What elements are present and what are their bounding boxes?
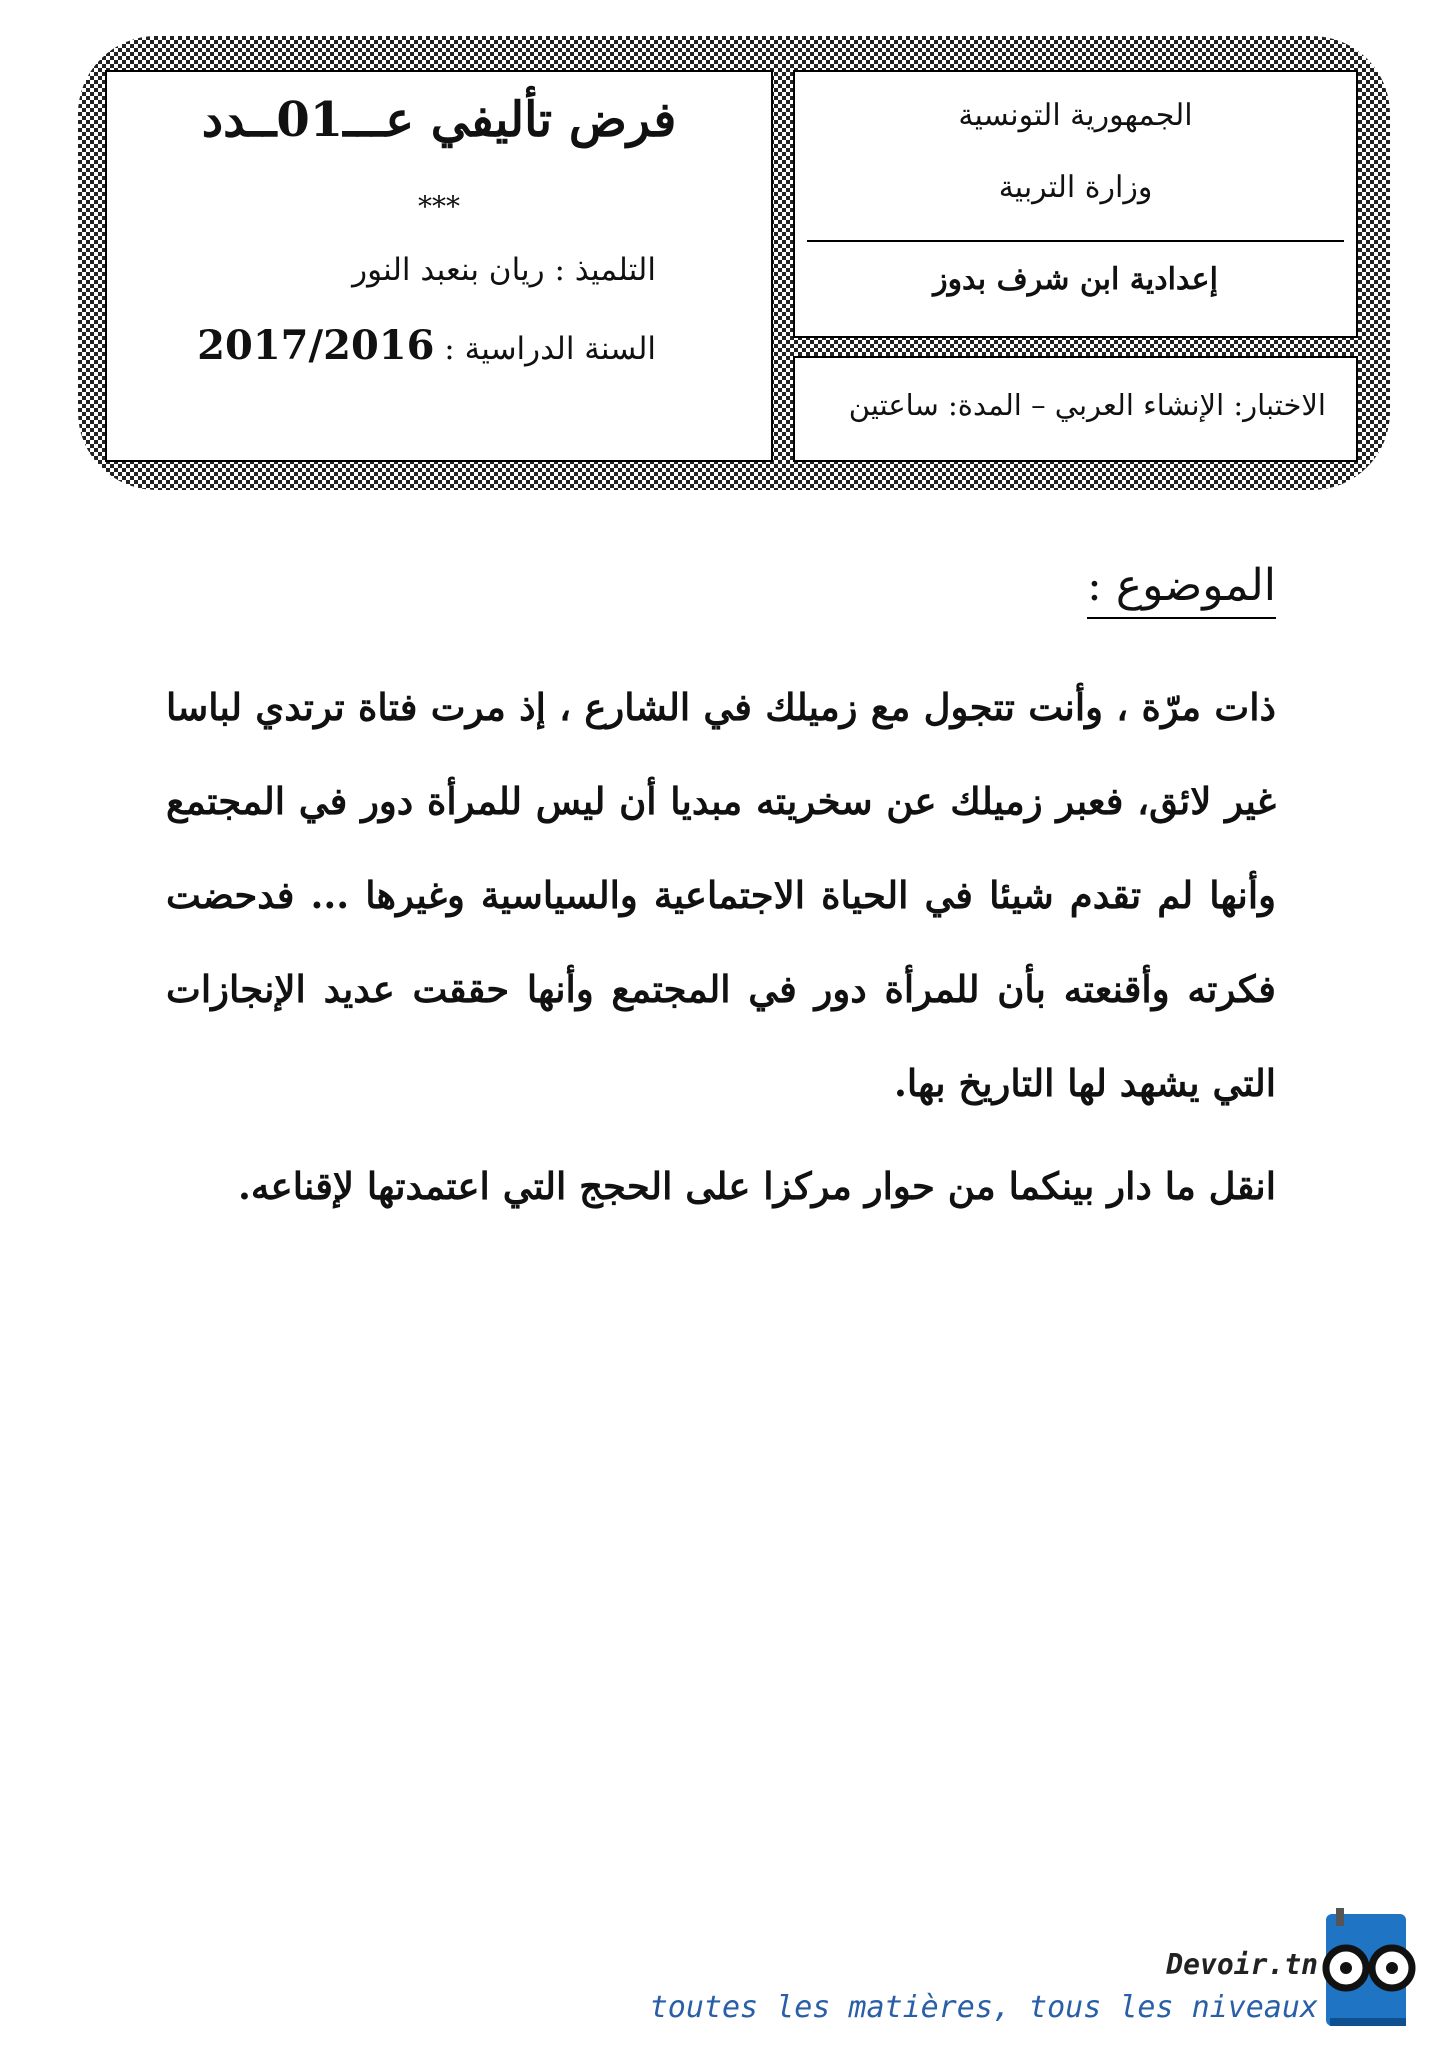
logo-text: Devoir.tn	[1166, 1948, 1318, 1981]
student-name: التلميذ : ريان بنعبد النور	[352, 252, 656, 288]
exam-title: فرض تأليفي عـــ01ــدد	[201, 92, 677, 148]
school-year	[197, 322, 656, 369]
ministry-label: وزارة التربية	[998, 170, 1153, 205]
subject-instruction: انقل ما دار بينكما من حوار مركزا على الحجج التي اعتمدتها لإقناعه.	[237, 1164, 1276, 1208]
exam-info-box	[793, 356, 1358, 462]
stars-separator: ***	[418, 190, 460, 223]
logo-tagline: toutes les matières, tous les niveaux	[649, 1990, 1318, 2025]
school-label: إعدادية ابن شرف بدوز	[933, 262, 1218, 297]
administration-box	[793, 70, 1358, 338]
school-year-value: 2017/2016	[197, 322, 435, 369]
subject-heading: الموضوع :	[1087, 560, 1276, 619]
school-year-label: السنة الدراسية :	[444, 331, 656, 367]
subject-paragraph: ذات مرّة ، وأنت تتجول مع زميلك في الشارع ، إذ مرت فتاة ترتدي لباسا غير لائق، فعبر زميلك عن سخريته مبديا أن ليس للمرأة دور في المجتمع وأنها لم تقدم شيئا في الحياة الاجتماعية والسياسية وغيرها ... فدحضت فكرته وأقنعته بأن للمرأة دور في المجتمع وأنها حققت عديد الإنجازات التي يشهد لها التاريخ بها.	[166, 685, 1276, 1105]
republic-label: الجمهورية التونسية	[958, 98, 1193, 133]
exam-title-box	[105, 70, 773, 462]
divider	[807, 240, 1344, 242]
glasses-book-icon	[1316, 1906, 1424, 2032]
exam-info-label: الاختبار: الإنشاء العربي – المدة: ساعتين	[848, 388, 1326, 422]
